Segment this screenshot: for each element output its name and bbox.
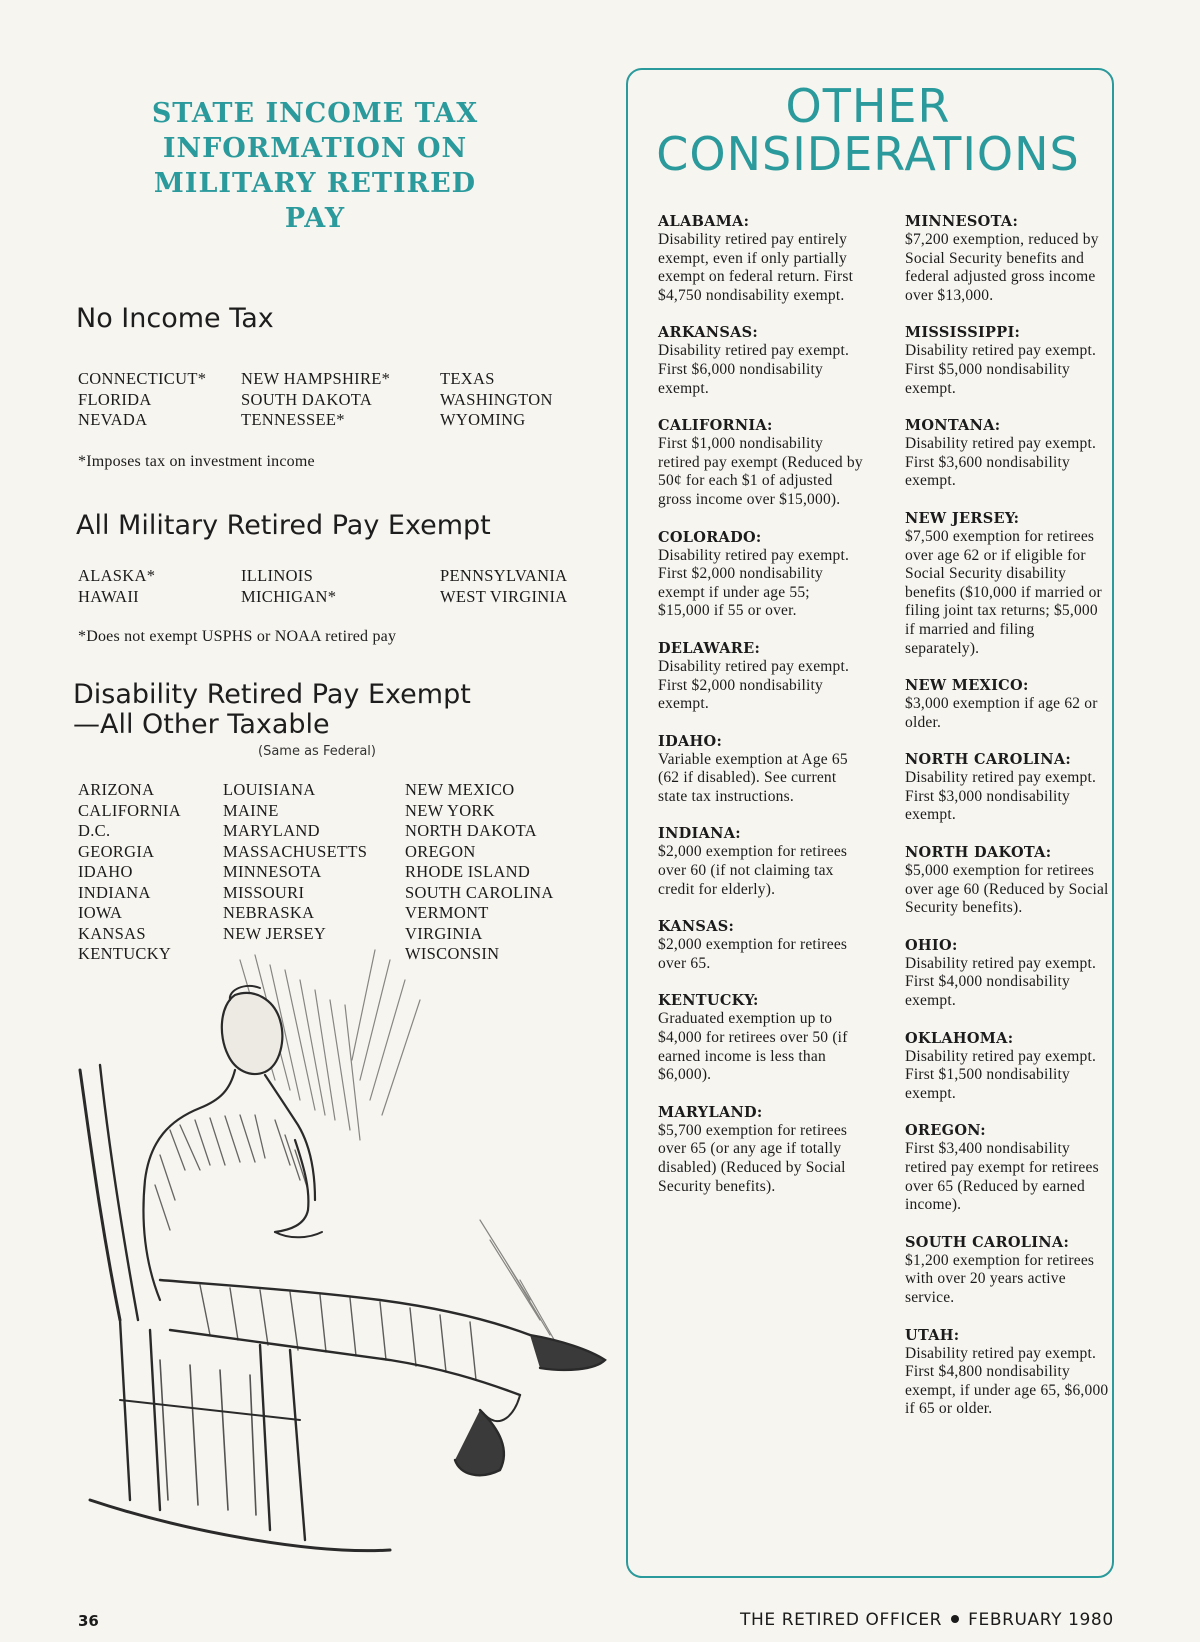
page-title: STATE INCOME TAX INFORMATION ON MILITARY RETIRED PAY xyxy=(151,98,479,234)
entry-state: OKLAHOMA: xyxy=(905,1029,1014,1047)
entry-text: First $1,000 nondisability retired pay exempt (Reduced by 50¢ for each $1 of adjusted gross income over $15,000). xyxy=(658,435,863,508)
state-item: NEW JERSEY xyxy=(223,923,327,943)
entry-text: First $3,400 nondisability retired pay exempt for retirees over 65 (Reduced by earned income). xyxy=(905,1140,1099,1214)
disability-exempt-list xyxy=(78,780,575,965)
state-item: TENNESSEE* xyxy=(241,410,345,429)
entry-state: SOUTH CAROLINA: xyxy=(905,1233,1070,1251)
publication-date: FEBRUARY 1980 xyxy=(968,1610,1114,1630)
state-item: MAINE xyxy=(223,800,279,820)
entry-state: UTAH: xyxy=(905,1326,960,1344)
state-item: KENTUCKY xyxy=(78,944,172,963)
no-income-tax-heading: No Income Tax xyxy=(76,303,274,334)
entry-text: Disability retired pay exempt. First $4,800 nondisability exempt, if under age 65, $6,000 if 65 or older. xyxy=(905,1344,1109,1418)
state-item: PENNSYLVANIA xyxy=(440,566,568,585)
disability-heading-line1: Disability Retired Pay Exempt xyxy=(73,679,471,710)
no-income-tax-list xyxy=(78,369,580,431)
consideration-oregon xyxy=(905,1121,1111,1214)
all-exempt-footnote: *Does not exempt USPHS or NOAA retired pay xyxy=(78,628,397,645)
state-item: HAWAII xyxy=(78,586,139,606)
entry-text: $5,000 exemption for retirees over age 60 (Reduced by Social Security benefits). xyxy=(905,862,1109,917)
consideration-utah xyxy=(905,1326,1111,1419)
consideration-north-carolina xyxy=(905,750,1111,825)
state-item: CONNECTICUT* xyxy=(78,369,207,388)
entry-state: MARYLAND: xyxy=(658,1103,763,1121)
entry-state: OREGON: xyxy=(905,1122,986,1140)
consideration-mississippi xyxy=(905,323,1111,398)
state-item: NEW HAMPSHIRE* xyxy=(241,369,391,388)
entry-state: MINNESOTA: xyxy=(905,213,1019,230)
consideration-oklahoma xyxy=(905,1029,1111,1104)
state-item: IDAHO xyxy=(78,862,133,881)
state-item: RHODE ISLAND xyxy=(405,862,531,881)
entry-state: MISSISSIPPI: xyxy=(905,324,1021,342)
entry-text: Disability retired pay exempt. First $2,000 nondisability exempt. xyxy=(658,657,850,713)
state-item: D.C. xyxy=(78,821,111,840)
page-number: 36 xyxy=(78,1612,99,1630)
entry-text: Disability retired pay exempt. First $4,000 nondisability exempt. xyxy=(905,954,1097,1010)
other-title-line2: CONSIDERATIONS xyxy=(656,127,1080,181)
entry-text: Disability retired pay exempt. First $5,000 nondisability exempt. xyxy=(905,342,1097,397)
entry-text: Disability retired pay exempt. First $3,000 nondisability exempt. xyxy=(905,769,1097,824)
considerations-right-column xyxy=(905,212,1111,1437)
state-item: INDIANA xyxy=(78,882,151,902)
state-item: NEVADA xyxy=(78,410,148,429)
state-item: OREGON xyxy=(405,841,476,861)
consideration-ohio xyxy=(905,936,1111,1011)
consideration-indiana xyxy=(658,824,864,899)
entry-state: KENTUCKY: xyxy=(658,992,759,1010)
entry-state: ALABAMA: xyxy=(658,213,750,230)
consideration-minnesota xyxy=(905,212,1111,305)
disability-heading-line2: —All Other Taxable xyxy=(73,709,330,740)
entry-text: $2,000 exemption for retirees over 60 (if not claiming tax credit for elderly). xyxy=(658,843,848,898)
entry-state: NEW JERSEY: xyxy=(905,509,1020,527)
state-item: TEXAS xyxy=(440,369,495,388)
entry-state: MONTANA: xyxy=(905,417,1001,435)
entry-text: Disability retired pay exempt. First $1,500 nondisability exempt. xyxy=(905,1047,1097,1102)
state-item: NORTH DAKOTA xyxy=(405,821,537,840)
consideration-new-mexico xyxy=(905,676,1111,732)
consideration-california xyxy=(658,416,864,509)
consideration-alabama xyxy=(658,212,864,305)
entry-state: NEW MEXICO: xyxy=(905,677,1029,695)
all-exempt-list xyxy=(78,566,590,607)
publication-footer xyxy=(740,1610,1114,1630)
state-item: MICHIGAN* xyxy=(241,586,337,606)
consideration-south-carolina xyxy=(905,1233,1111,1308)
entry-text: $5,700 exemption for retirees over 65 (or any age if totally disabled) (Reduced by Social Security benefits). xyxy=(658,1121,848,1195)
consideration-north-dakota xyxy=(905,843,1111,918)
entry-text: Variable exemption at Age 65 (62 if disabled). See current state tax instructions. xyxy=(658,750,848,805)
state-item: NEBRASKA xyxy=(223,903,315,922)
entry-state: INDIANA: xyxy=(658,825,741,843)
state-item: KANSAS xyxy=(78,923,146,943)
state-item: MASSACHUSETTS xyxy=(223,841,368,861)
consideration-kansas xyxy=(658,917,864,973)
state-item: GEORGIA xyxy=(78,841,155,861)
entry-text: Disability retired pay exempt. First $6,000 nondisability exempt. xyxy=(658,342,850,397)
entry-state: COLORADO: xyxy=(658,528,762,546)
consideration-maryland xyxy=(658,1103,864,1196)
entry-state: DELAWARE: xyxy=(658,639,761,657)
entry-state: OHIO: xyxy=(905,936,958,954)
state-item: SOUTH DAKOTA xyxy=(241,389,373,409)
no-income-tax-footnote: *Imposes tax on investment income xyxy=(78,453,315,470)
entry-text: Disability retired pay exempt. First $2,000 nondisability exempt if under age 55; $15,000 if 55 or over. xyxy=(658,546,850,620)
entry-text: Disability retired pay exempt. First $3,600 nondisability exempt. xyxy=(905,435,1097,490)
state-item: ALASKA* xyxy=(78,566,156,585)
state-item: WEST VIRGINIA xyxy=(440,586,568,606)
state-item: NEW MEXICO xyxy=(405,780,515,799)
same-as-federal-note: (Same as Federal) xyxy=(258,744,376,759)
consideration-delaware xyxy=(658,639,864,714)
other-considerations-title xyxy=(626,79,1110,181)
bullet-separator xyxy=(951,1615,959,1623)
state-item: NEW YORK xyxy=(405,800,495,820)
entry-state: ARKANSAS: xyxy=(658,324,759,342)
state-item: ILLINOIS xyxy=(241,566,314,585)
consideration-kentucky xyxy=(658,991,864,1084)
all-exempt-heading: All Military Retired Pay Exempt xyxy=(76,510,491,541)
consideration-idaho xyxy=(658,732,864,807)
disability-exempt-heading xyxy=(73,680,471,740)
consideration-montana xyxy=(905,416,1111,491)
entry-text: $2,000 exemption for retirees over 65. xyxy=(658,936,848,972)
state-item: VIRGINIA xyxy=(405,923,483,943)
state-item: FLORIDA xyxy=(78,389,152,409)
state-item: CALIFORNIA xyxy=(78,800,181,820)
state-item: VERMONT xyxy=(405,903,489,922)
state-item: MISSOURI xyxy=(223,882,305,902)
state-item: MINNESOTA xyxy=(223,862,322,881)
entry-state: NORTH CAROLINA: xyxy=(905,751,1072,769)
state-item: WISCONSIN xyxy=(405,944,500,963)
retiree-rocking-chair-illustration xyxy=(60,940,660,1580)
publication-name: THE RETIRED OFFICER xyxy=(740,1610,943,1630)
consideration-colorado xyxy=(658,528,864,621)
entry-text: $7,500 exemption for retirees over age 62 or if eligible for Social Security disability benefits ($10,000 if married or filing joint tax returns; $5,000 if married and filing separately). xyxy=(905,527,1102,657)
entry-state: NORTH DAKOTA: xyxy=(905,844,1052,862)
consideration-new-jersey xyxy=(905,509,1111,658)
state-item: SOUTH CAROLINA xyxy=(405,882,554,902)
state-item: IOWA xyxy=(78,903,123,922)
entry-state: IDAHO: xyxy=(658,732,723,750)
other-title-line1: OTHER xyxy=(785,79,951,133)
entry-text: Graduated exemption up to $4,000 for retirees over 50 (if earned income is less than $6,000). xyxy=(658,1010,848,1084)
state-item: WASHINGTON xyxy=(440,389,553,409)
entry-state: CALIFORNIA: xyxy=(658,417,773,435)
entry-text: $3,000 exemption if age 62 or older. xyxy=(905,695,1098,731)
entry-state: KANSAS: xyxy=(658,918,735,936)
state-item: WYOMING xyxy=(440,410,526,429)
considerations-left-column xyxy=(658,212,864,1214)
entry-text: $7,200 exemption, reduced by Social Security benefits and federal adjusted gross income over $13,000. xyxy=(905,231,1099,304)
state-item: LOUISIANA xyxy=(223,780,316,799)
entry-text: Disability retired pay entirely exempt, even if only partially exempt on federal return. First $4,750 nondisability exempt. xyxy=(658,231,854,304)
consideration-arkansas xyxy=(658,323,864,398)
entry-text: $1,200 exemption for retirees with over 20 years active service. xyxy=(905,1251,1095,1306)
state-item: MARYLAND xyxy=(223,821,320,840)
state-item: ARIZONA xyxy=(78,780,155,799)
